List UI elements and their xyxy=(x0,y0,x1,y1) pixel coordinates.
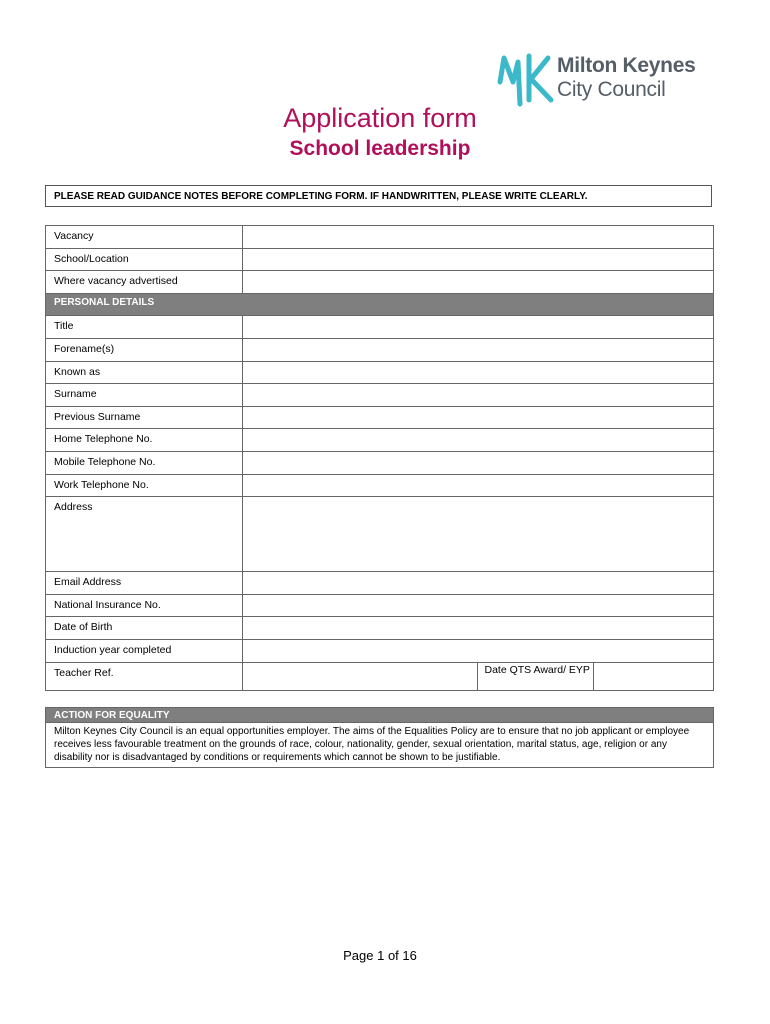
form-row xyxy=(46,639,714,662)
equality-text: Milton Keynes City Council is an equal opportunities employer. The aims of the Equalities Policy are to ensure that no job applicant or employee receives less favourable treatment on the grounds of race, colour, nationality, gender, sexual orientation, marital status, age, religion or any disability nor is disadvantaged by conditions or requirements which cannot be shown to be justifiable. xyxy=(54,726,690,763)
field-label: Date of Birth xyxy=(46,617,243,640)
field-label: Teacher Ref. xyxy=(46,662,243,690)
field-label: Induction year completed xyxy=(46,639,243,662)
mk-logo-icon xyxy=(496,52,554,108)
vacancy-table xyxy=(45,225,714,691)
logo-text-line2: City Council xyxy=(557,78,666,101)
teacher-ref-input[interactable] xyxy=(243,663,477,690)
title-input[interactable] xyxy=(243,316,714,339)
council-logo xyxy=(496,50,720,108)
field-label: Title xyxy=(46,316,243,339)
field-label: Surname xyxy=(46,384,243,407)
field-label: Home Telephone No. xyxy=(46,429,243,452)
field-label: Vacancy xyxy=(46,226,243,249)
field-label: Forename(s) xyxy=(46,338,243,361)
page-title: Application form xyxy=(283,103,477,133)
field-label: School/Location xyxy=(46,248,243,271)
form-row xyxy=(46,617,714,640)
equality-header: ACTION FOR EQUALITY xyxy=(46,708,713,723)
work-telephone-input[interactable] xyxy=(243,474,714,497)
induction-year-input[interactable] xyxy=(243,639,714,662)
field-label: Address xyxy=(46,497,243,572)
personal-details-header: PERSONAL DETAILS xyxy=(46,293,714,316)
field-label: Work Telephone No. xyxy=(46,474,243,497)
field-label: Previous Surname xyxy=(46,406,243,429)
field-label: Mobile Telephone No. xyxy=(46,451,243,474)
school-location-input[interactable] xyxy=(243,248,714,271)
previous-surname-input[interactable] xyxy=(243,406,714,429)
equality-box xyxy=(45,707,714,768)
home-telephone-input[interactable] xyxy=(243,429,714,452)
form-row xyxy=(46,662,714,690)
field-label: Known as xyxy=(46,361,243,384)
field-label: National Insurance No. xyxy=(46,594,243,617)
guidance-notice: PLEASE READ GUIDANCE NOTES BEFORE COMPLETING FORM. IF HANDWRITTEN, PLEASE WRITE CLEARLY. xyxy=(45,185,712,207)
form-row xyxy=(46,361,714,384)
form-row xyxy=(46,429,714,452)
page-number: Page 1 of 16 xyxy=(343,948,417,963)
vacancy-input[interactable] xyxy=(243,226,714,249)
email-input[interactable] xyxy=(243,572,714,595)
form-row xyxy=(46,338,714,361)
form-row xyxy=(46,406,714,429)
section-header xyxy=(46,293,714,316)
date-of-birth-input[interactable] xyxy=(243,617,714,640)
form-row xyxy=(46,497,714,572)
logo-text-line1: Milton Keynes xyxy=(557,54,696,77)
form-row xyxy=(46,474,714,497)
address-input[interactable] xyxy=(243,497,714,572)
form-row xyxy=(46,226,714,249)
form-row xyxy=(46,451,714,474)
mobile-telephone-input[interactable] xyxy=(243,451,714,474)
known-as-input[interactable] xyxy=(243,361,714,384)
form-row xyxy=(46,594,714,617)
forename-input[interactable] xyxy=(243,338,714,361)
form-row xyxy=(46,316,714,339)
vacancy-advertised-input[interactable] xyxy=(243,271,714,294)
teacher-ref-row xyxy=(243,662,714,690)
form-row xyxy=(46,384,714,407)
field-label: Where vacancy advertised xyxy=(46,271,243,294)
field-label: Email Address xyxy=(46,572,243,595)
form-row xyxy=(46,248,714,271)
qts-label: Date QTS Award/ EYP xyxy=(477,663,593,690)
surname-input[interactable] xyxy=(243,384,714,407)
national-insurance-input[interactable] xyxy=(243,594,714,617)
page-subtitle: School leadership xyxy=(289,137,471,160)
qts-date-input[interactable] xyxy=(593,663,713,690)
form-row xyxy=(46,572,714,595)
form-row xyxy=(46,271,714,294)
